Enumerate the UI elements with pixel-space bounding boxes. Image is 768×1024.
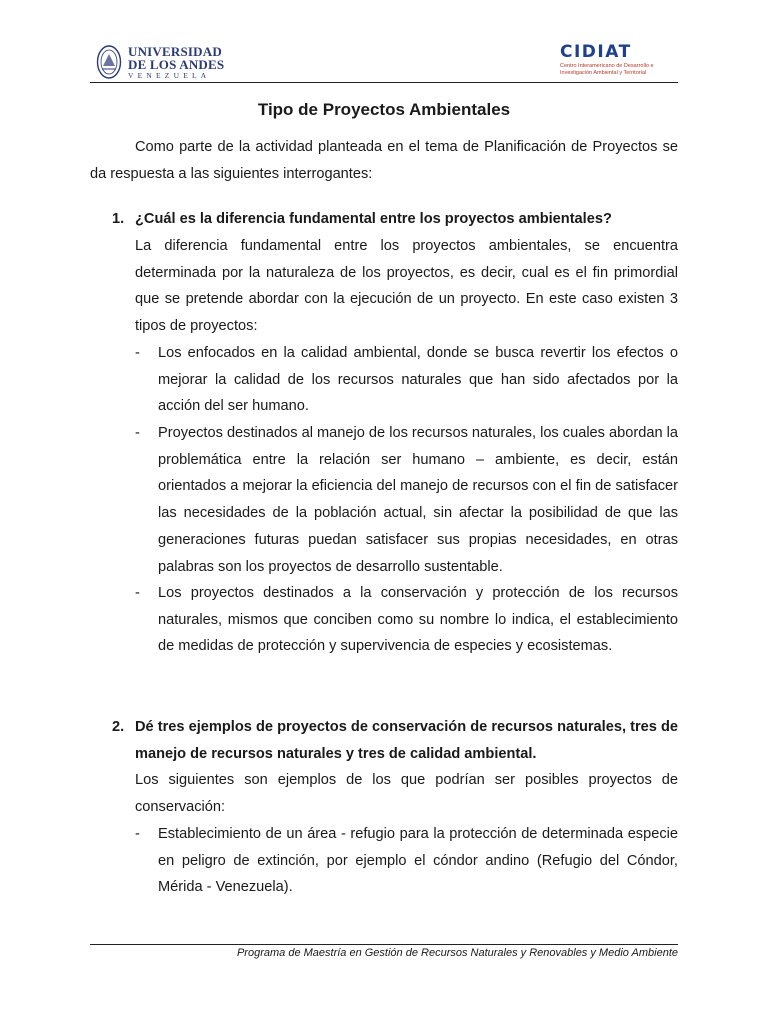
answer-1-bullet-2: Proyectos destinados al manejo de los recursos naturales, los cuales abordan la problemática entre la relación ser humano – ambiente, es decir, están orientados a mejorar la eficiencia del manejo de recursos con el fin de satisfacer las necesidades de la población actual, sin afectar la posibilidad de que las generaciones futuras puedan satisfacer sus propias necesidades, en otras palabras son los proyectos de desarrollo sustentable.: [158, 425, 678, 575]
cidiat-logo: [560, 44, 678, 76]
answer-1-bullet-3: Los proyectos destinados a la conservación y protección de los recursos naturales, mismos que conciben como su nombre lo indica, el establecimiento de medidas de protección y supervivencia de especies y ecosistemas.: [158, 585, 678, 655]
intro-text: Como parte de la actividad planteada en el tema de Planificación de Proyectos se da respuesta a las siguientes interrogantes:: [90, 139, 678, 182]
bullet-marker: -: [135, 585, 140, 601]
page-header: [90, 40, 678, 82]
university-name-line1: UNIVERSIDAD: [128, 43, 222, 59]
answer-2-bullet-1: Establecimiento de un área - refugio para la protección de determinada especie en peligro de extinción, por ejemplo el cóndor andino (Refugio del Cóndor, Mérida - Venezuela).: [158, 826, 678, 896]
university-seal-icon: [96, 44, 122, 80]
page-footer: Programa de Maestría en Gestión de Recursos Naturales y Renovables y Medio Ambiente: [236, 947, 678, 959]
bullet-marker: -: [135, 345, 140, 361]
header-divider: [90, 82, 678, 83]
question-1-text: ¿Cuál es la diferencia fundamental entre los proyectos ambientales?: [135, 211, 612, 227]
question-2-number: 2.: [112, 719, 125, 735]
question-2-text: Dé tres ejemplos de proyectos de conservación de recursos naturales, tres de manejo de recursos naturales y tres de calidad ambiental.: [135, 719, 678, 762]
answer-1-paragraph: La diferencia fundamental entre los proyectos ambientales, se encuentra determinada por la naturaleza de los proyectos, es decir, cual es el fin primordial que se pretende abordar con la ejecución de un proyecto. En este caso existen 3 tipos de proyectos:: [135, 238, 678, 335]
university-name-line2: DE LOS ANDES: [128, 56, 225, 72]
institute-name: CIDIAT: [560, 42, 632, 62]
answer-2-paragraph: Los siguientes son ejemplos de los que podrían ser posibles proyectos de conservación:: [135, 772, 678, 815]
university-country: VENEZUELA: [128, 70, 211, 80]
page-title: Tipo de Proyectos Ambientales: [257, 100, 511, 119]
intro-paragraph: [90, 134, 678, 187]
institute-subtitle-line2: Investigación Ambiental y Territorial: [560, 69, 647, 76]
footer-divider: [90, 944, 678, 945]
bullet-marker: -: [135, 826, 140, 842]
bullet-marker: -: [135, 425, 140, 441]
university-logo: [96, 42, 224, 82]
question-1-number: 1.: [112, 211, 125, 227]
answer-1-bullet-1: Los enfocados en la calidad ambiental, donde se busca revertir los efectos o mejorar la calidad de los recursos naturales que han sido afectados por la acción del ser humano.: [158, 345, 678, 415]
institute-subtitle-line1: Centro Interamericano de Desarrollo e: [560, 63, 654, 69]
